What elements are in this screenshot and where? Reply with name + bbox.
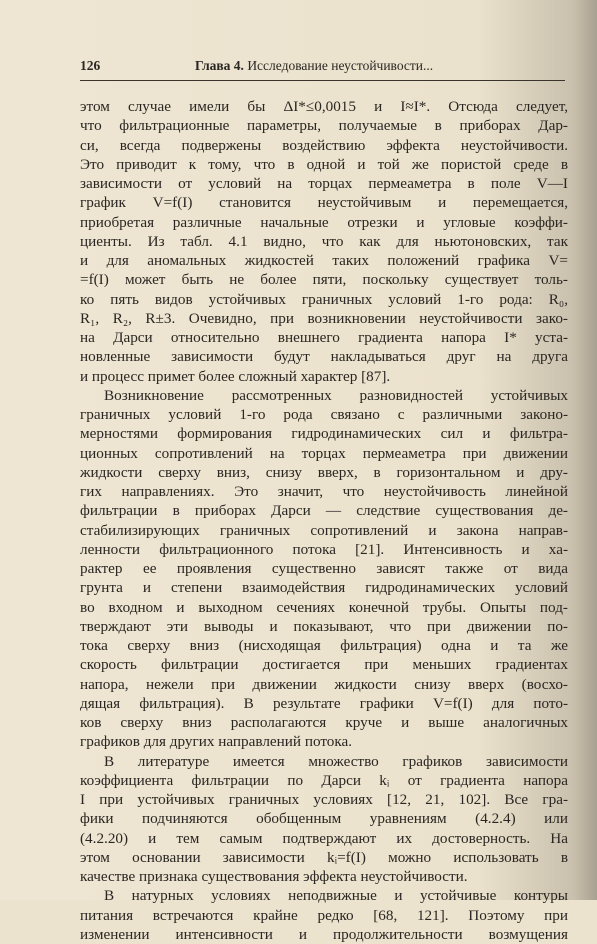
text-line: гих направлениях. Это значит, что неустойчивость линейной bbox=[80, 483, 568, 500]
text-line: фики подчиняются обобщенным уравнениям (4.2.4) или bbox=[80, 810, 568, 828]
text-line: ленности фильтрационного потока [21]. Интенсивность и ха- bbox=[80, 540, 568, 558]
text-line: мерностями формирования гидродинамических сил и фильтра- bbox=[80, 425, 568, 443]
text-line: питания встречаются крайне редко [68, 121]. Поэтому при bbox=[80, 906, 568, 924]
text-line: (4.2.20) и тем самым подтверждают их достоверность. На bbox=[80, 829, 568, 847]
text-line: приобретая различные начальные отрезки и угловые коэффи- bbox=[80, 213, 568, 231]
text-line: грунта и степени взаимодействия гидродинамических условий bbox=[80, 579, 568, 597]
text-line: фильтрации в приборах Дарси — следствие существования де- bbox=[80, 502, 568, 520]
text-line: R₁, R₂, R±3. Очевидно, при возникновении неустойчивости зако- bbox=[80, 309, 568, 327]
text-line: новленные зависимости будут накладываться друг на друга bbox=[80, 348, 568, 366]
text-line: график V=f(I) становится неустойчивым и перемещается, bbox=[80, 194, 568, 212]
text-line: этом случае имели бы ΔI*≤0,0015 и I≈I*. Отсюда следует, bbox=[80, 98, 568, 115]
text-line: ко пять видов устойчивых граничных условий 1-го рода: R₀, bbox=[80, 290, 568, 308]
text-line: В литературе имеется множество графиков зависимости bbox=[104, 752, 568, 770]
text-line: жидкости сверху вниз, снизу вверх, в горизонтальном и дру- bbox=[80, 463, 568, 481]
text-line: изменении интенсивности и продолжительности возмущения bbox=[80, 925, 568, 943]
text-line: скорость фильтрации достигается при меньших градиентах bbox=[80, 656, 568, 674]
text-line: циенты. Из табл. 4.1 видно, что как для ньютоновских, так bbox=[80, 232, 568, 250]
text-line: коэффициента фильтрации по Дарси kᵢ от градиента напора bbox=[80, 771, 568, 789]
text-line: графиков для других направлений потока. bbox=[80, 733, 353, 751]
chapter-label: Глава 4. bbox=[195, 58, 244, 73]
text-line: на Дарси относительно внешнего градиента напора I* уста- bbox=[80, 329, 568, 346]
text-line: во входном и выходном сечениях конечной трубы. Опыты под- bbox=[80, 598, 568, 616]
text-line: качестве признака существования эффекта неустойчивости. bbox=[80, 868, 468, 885]
chapter-title: Исследование неустойчивости... bbox=[247, 58, 434, 73]
text-line: этом основании зависимости kᵢ=f(I) можно использовать в bbox=[80, 848, 568, 866]
text-line: I при устойчивых граничных условиях [12, 21, 102]. Все гра- bbox=[80, 791, 568, 808]
text-line: Это приводит к тому, что в одной и той же пористой среде в bbox=[80, 155, 568, 173]
text-line: Возникновение рассмотренных разновидностей устойчивых bbox=[104, 386, 568, 404]
text-line: ков сверху вниз располагаются круче и выше аналогичных bbox=[80, 714, 568, 731]
text-line: си, всегда подвержены воздействию эффекта неустойчивости. bbox=[80, 136, 568, 154]
text-line: стабилизирующих граничных сопротивлений и закона направ- bbox=[80, 521, 568, 539]
text-line: =f(I) может быть не более пяти, поскольку существует толь- bbox=[80, 271, 568, 289]
page-number: 126 bbox=[80, 58, 101, 73]
text-line: и процесс примет более сложный характер [87]. bbox=[80, 367, 391, 385]
running-title bbox=[195, 58, 433, 74]
text-line: и для аномальных жидкостей таких положений графика V= bbox=[80, 252, 568, 269]
text-line: зависимости от условий на торцах пермеаметра в поле V—I bbox=[80, 175, 568, 192]
text-line: граничных условий 1-го рода связано с различными законо- bbox=[80, 406, 568, 423]
text-line: В натурных условиях неподвижные и устойчивые контуры bbox=[104, 887, 568, 905]
text-line: напора, нежели при движении жидкости снизу вверх (восхо- bbox=[80, 675, 568, 693]
running-header bbox=[80, 58, 565, 81]
text-line: что фильтрационные параметры, получаемые в приборах Дар- bbox=[80, 117, 568, 135]
text-line: ционных сопротивлений на торцах пермеаметра при движении bbox=[80, 444, 568, 462]
text-line: тверждают эти выводы и показывают, что при движении по- bbox=[80, 617, 568, 635]
text-line: рактер ее проявления существенно зависят также от вида bbox=[80, 560, 568, 577]
text-line: дящая фильтрация). В результате графики V=f(I) для пото- bbox=[80, 694, 568, 712]
body-text bbox=[80, 97, 568, 944]
text-line: тока сверху вниз (нисходящая фильтрация) одна и та же bbox=[80, 637, 568, 654]
